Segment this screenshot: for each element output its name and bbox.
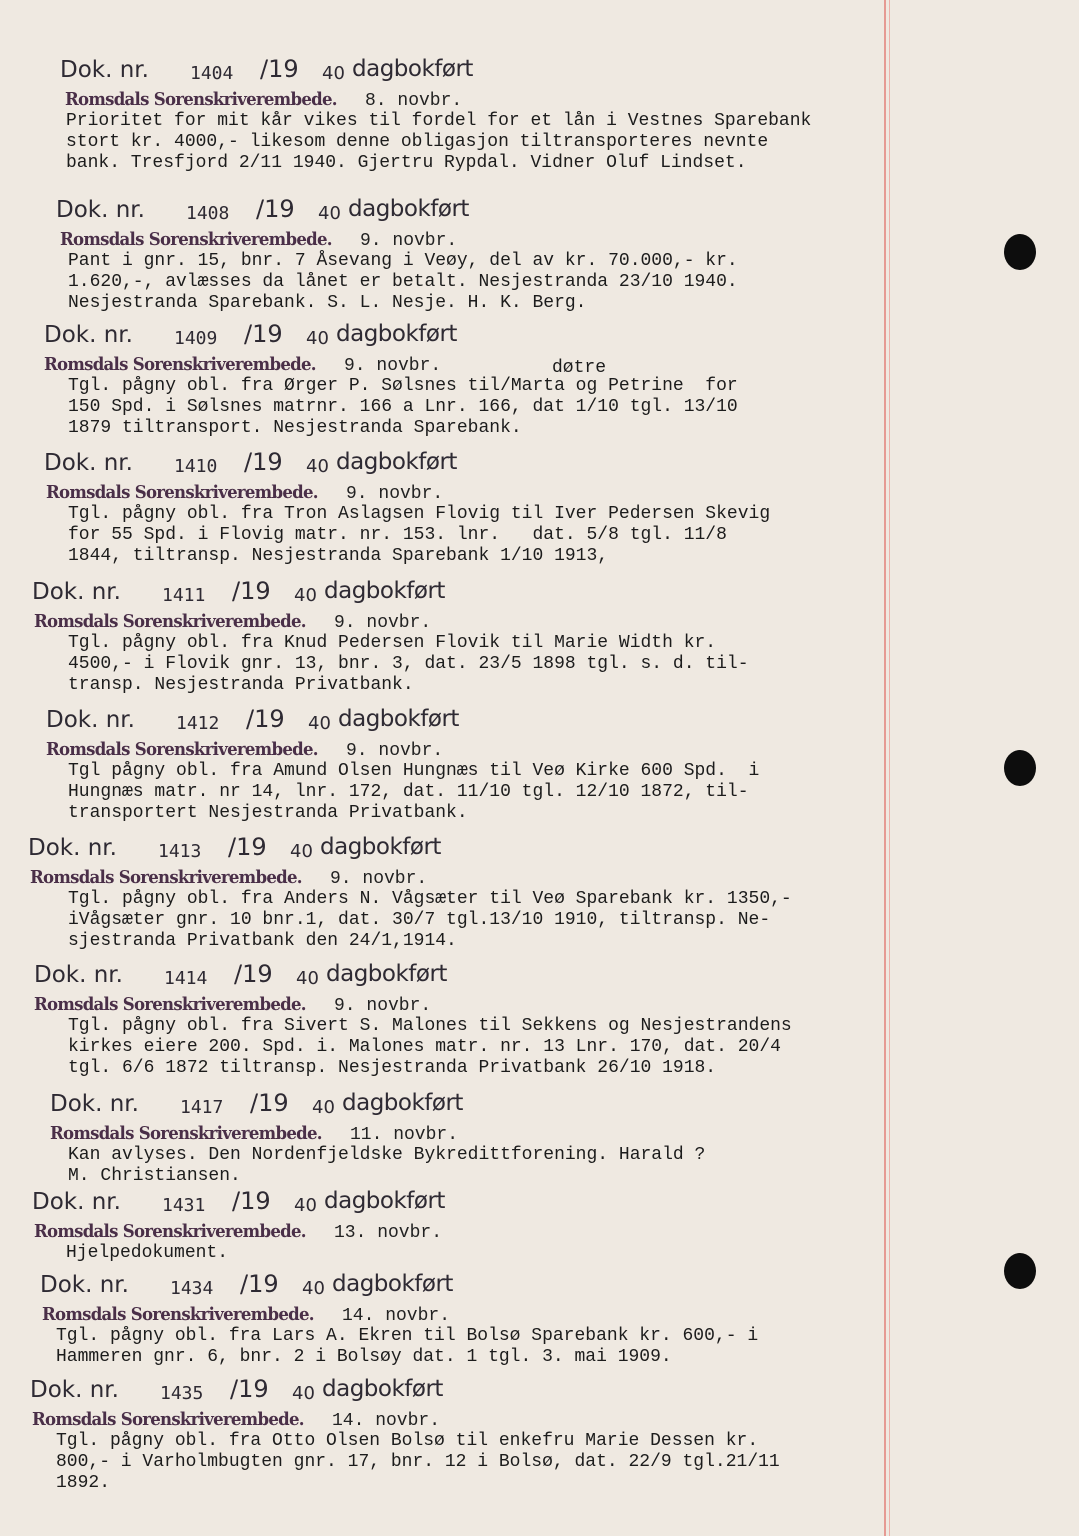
- dok-stamp: [0, 195, 1079, 229]
- entry-text-line: tgl. 6/6 1872 tiltransp. Nesjestranda Privatbank 26/10 1918.: [68, 1058, 717, 1078]
- dok-year-prefix: /19: [232, 577, 271, 605]
- office-stamp: Romsdals Sorenskriverembede.: [60, 229, 332, 250]
- ledger-entry: [0, 705, 1079, 824]
- office-stamp-line: [0, 1304, 1079, 1326]
- entry-date: 8. novbr.: [365, 91, 463, 111]
- dok-year-suffix: 40: [306, 456, 329, 477]
- dagbokfort-stamp: dagbokført: [336, 449, 457, 475]
- dok-number: 1409: [174, 328, 218, 349]
- entry-text-line: Tgl. pågny obl. fra Anders N. Vågsæter til Veø Sparebank kr. 1350,-: [68, 889, 792, 909]
- entry-date: 11. novbr.: [350, 1125, 459, 1145]
- entry-text-line: Prioritet for mit kår vikes til fordel for et lån i Vestnes Sparebank: [66, 111, 812, 131]
- dok-number: 1431: [162, 1195, 206, 1216]
- ledger-entry: [0, 1270, 1079, 1368]
- entry-date: 9. novbr.: [346, 741, 444, 761]
- dok-stamp: [0, 705, 1079, 739]
- entry-text-line: 4500,- i Flovik gnr. 13, bnr. 3, dat. 23/5 1898 tgl. s. d. til-: [68, 654, 749, 674]
- entry-text-line: Nesjestranda Sparebank. S. L. Nesje. H. K. Berg.: [68, 293, 587, 313]
- ledger-entry: [0, 195, 1079, 314]
- entry-text-line: bank. Tresfjord 2/11 1940. Gjertru Rypdal. Vidner Oluf Lindset.: [66, 153, 747, 173]
- entry-text-line: kirkes eiere 200. Spd. i. Malones matr. nr. 13 Lnr. 170, dat. 20/4: [68, 1037, 781, 1057]
- dok-stamp: [0, 1270, 1079, 1304]
- office-stamp: Romsdals Sorenskriverembede.: [46, 739, 318, 760]
- dok-label: Dok. nr.: [44, 322, 133, 348]
- dok-year-suffix: 40: [294, 585, 317, 606]
- office-stamp-line: [0, 867, 1079, 889]
- entry-text-line: Hungnæs matr. nr 14, lnr. 172, dat. 11/10 tgl. 12/10 1872, til-: [68, 782, 749, 802]
- office-stamp-line: [0, 611, 1079, 633]
- office-stamp: Romsdals Sorenskriverembede.: [65, 89, 337, 110]
- entry-text-line: Hjelpedokument.: [66, 1243, 229, 1263]
- dok-year-prefix: /19: [246, 705, 285, 733]
- entry-text-line: Tgl. pågny obl. fra Otto Olsen Bolsø til enkefru Marie Dessen kr.: [56, 1431, 759, 1451]
- dagbokfort-stamp: dagbokført: [322, 1376, 443, 1402]
- dagbokfort-stamp: dagbokført: [342, 1090, 463, 1116]
- ledger-entry: [0, 1375, 1079, 1494]
- ledger-entry: [0, 577, 1079, 696]
- dok-stamp: [0, 320, 1079, 354]
- entry-text-line: transportert Nesjestranda Privatbank.: [68, 803, 468, 823]
- dok-stamp: [0, 55, 1079, 89]
- dok-stamp: [0, 1089, 1079, 1123]
- office-stamp: Romsdals Sorenskriverembede.: [50, 1123, 322, 1144]
- office-stamp: Romsdals Sorenskriverembede.: [32, 1409, 304, 1430]
- dok-label: Dok. nr.: [40, 1272, 129, 1298]
- office-stamp: Romsdals Sorenskriverembede.: [30, 867, 302, 888]
- entry-text-line: Tgl pågny obl. fra Amund Olsen Hungnæs til Veø Kirke 600 Spd. i: [68, 761, 760, 781]
- dagbokfort-stamp: dagbokført: [348, 196, 469, 222]
- dok-year-prefix: /19: [240, 1270, 279, 1298]
- dok-year-prefix: /19: [228, 833, 267, 861]
- entry-text-line: 1844, tiltransp. Nesjestranda Sparebank 1/10 1913,: [68, 546, 609, 566]
- ledger-entry: [0, 1187, 1079, 1264]
- dagbokfort-stamp: dagbokført: [320, 834, 441, 860]
- office-stamp-line: [0, 1123, 1079, 1145]
- dok-label: Dok. nr.: [32, 1189, 121, 1215]
- entry-text-line: Kan avlyses. Den Nordenfjeldske Bykredittforening. Harald ?: [68, 1145, 706, 1165]
- entry-text-line: Tgl. pågny obl. fra Knud Pedersen Flovik til Marie Width kr.: [68, 633, 717, 653]
- dok-label: Dok. nr.: [50, 1091, 139, 1117]
- office-stamp-line: [0, 89, 1079, 111]
- dok-year-suffix: 40: [296, 968, 319, 989]
- dok-number: 1411: [162, 585, 206, 606]
- dok-label: Dok. nr.: [56, 197, 145, 223]
- dok-year-prefix: /19: [234, 960, 273, 988]
- dok-stamp: [0, 833, 1079, 867]
- entry-date: 9. novbr.: [334, 996, 432, 1016]
- dok-year-suffix: 40: [308, 713, 331, 734]
- dok-stamp: [0, 960, 1079, 994]
- dok-label: Dok. nr.: [32, 579, 121, 605]
- office-stamp: Romsdals Sorenskriverembede.: [42, 1304, 314, 1325]
- entry-text-line: Hammeren gnr. 6, bnr. 2 i Bolsøy dat. 1 tgl. 3. mai 1909.: [56, 1347, 672, 1367]
- dagbokfort-stamp: dagbokført: [332, 1271, 453, 1297]
- office-stamp-line: [0, 994, 1079, 1016]
- entry-date: 14. novbr.: [342, 1306, 451, 1326]
- entry-date: 9. novbr.: [334, 613, 432, 633]
- office-stamp-line: [0, 229, 1079, 251]
- dok-stamp: [0, 1187, 1079, 1221]
- entry-text-line: 1879 tiltransport. Nesjestranda Sparebank.: [68, 418, 522, 438]
- ledger-entry: [0, 833, 1079, 952]
- office-stamp-line: [0, 1221, 1079, 1243]
- entry-text-line: Tgl. pågny obl. fra Ørger P. Sølsnes til/Marta og Petrine for: [68, 376, 738, 396]
- dok-number: 1413: [158, 841, 202, 862]
- entry-date: 14. novbr.: [332, 1411, 441, 1431]
- ledger-entry: [0, 320, 1079, 439]
- dok-year-suffix: 40: [294, 1195, 317, 1216]
- dagbokfort-stamp: dagbokført: [352, 56, 473, 82]
- dagbokfort-stamp: dagbokført: [338, 706, 459, 732]
- dok-year-suffix: 40: [322, 63, 345, 84]
- dok-year-prefix: /19: [256, 195, 295, 223]
- entry-text-line: for 55 Spd. i Flovig matr. nr. 153. lnr. dat. 5/8 tgl. 11/8: [68, 525, 727, 545]
- dok-label: Dok. nr.: [60, 57, 149, 83]
- office-stamp-line: [0, 482, 1079, 504]
- entry-text-line: Pant i gnr. 15, bnr. 7 Åsevang i Veøy, del av kr. 70.000,- kr.: [68, 251, 738, 271]
- office-stamp: Romsdals Sorenskriverembede.: [34, 994, 306, 1015]
- dok-year-suffix: 40: [290, 841, 313, 862]
- dok-label: Dok. nr.: [28, 835, 117, 861]
- dok-year-prefix: /19: [244, 448, 283, 476]
- entry-text-line: stort kr. 4000,- likesom denne obligasjon tiltransporteres nevnte: [66, 132, 769, 152]
- ledger-entry: [0, 448, 1079, 567]
- office-stamp-line: [0, 739, 1079, 761]
- dok-label: Dok. nr.: [46, 707, 135, 733]
- dok-number: 1404: [190, 63, 234, 84]
- dok-year-prefix: /19: [250, 1089, 289, 1117]
- office-stamp-line: [0, 1409, 1079, 1431]
- entry-date: 9. novbr.: [344, 356, 442, 376]
- entry-text-line: Tgl. pågny obl. fra Sivert S. Malones til Sekkens og Nesjestrandens: [68, 1016, 792, 1036]
- dagbokfort-stamp: dagbokført: [326, 961, 447, 987]
- entry-text-line: 150 Spd. i Sølsnes matrnr. 166 a Lnr. 166, dat 1/10 tgl. 13/10: [68, 397, 738, 417]
- dok-year-suffix: 40: [306, 328, 329, 349]
- ledger-entry: [0, 960, 1079, 1079]
- entry-text-line: 1.620,-, avlæsses da lånet er betalt. Nesjestranda 23/10 1940.: [68, 272, 738, 292]
- entry-date: 9. novbr.: [330, 869, 428, 889]
- office-stamp-line: [0, 354, 1079, 376]
- dok-year-prefix: /19: [230, 1375, 269, 1403]
- entry-text-line: transp. Nesjestranda Privatbank.: [68, 675, 414, 695]
- ledger-entry: [0, 1089, 1079, 1187]
- dok-label: Dok. nr.: [34, 962, 123, 988]
- dok-year-suffix: 40: [318, 203, 341, 224]
- dok-year-prefix: /19: [244, 320, 283, 348]
- dagbokfort-stamp: dagbokført: [324, 578, 445, 604]
- entry-date: 13. novbr.: [334, 1223, 443, 1243]
- dagbokfort-stamp: dagbokført: [336, 321, 457, 347]
- office-stamp: Romsdals Sorenskriverembede.: [44, 354, 316, 375]
- dok-year-suffix: 40: [312, 1097, 335, 1118]
- dok-year-suffix: 40: [302, 1278, 325, 1299]
- dok-year-prefix: /19: [232, 1187, 271, 1215]
- entry-date: 9. novbr.: [360, 231, 458, 251]
- office-stamp: Romsdals Sorenskriverembede.: [34, 611, 306, 632]
- dok-label: Dok. nr.: [44, 450, 133, 476]
- office-stamp: Romsdals Sorenskriverembede.: [34, 1221, 306, 1242]
- dok-number: 1410: [174, 456, 218, 477]
- office-stamp: Romsdals Sorenskriverembede.: [46, 482, 318, 503]
- entry-text-line: 800,- i Varholmbugten gnr. 17, bnr. 12 i Bolsø, dat. 22/9 tgl.21/11: [56, 1452, 780, 1472]
- dok-number: 1412: [176, 713, 220, 734]
- dok-number: 1434: [170, 1278, 214, 1299]
- entry-text-line: sjestranda Privatbank den 24/1,1914.: [68, 931, 457, 951]
- dok-stamp: [0, 448, 1079, 482]
- entry-text-line: 1892.: [56, 1473, 111, 1493]
- dok-number: 1414: [164, 968, 208, 989]
- entry-text-line: Tgl. pågny obl. fra Lars A. Ekren til Bolsø Sparebank kr. 600,- i: [56, 1326, 759, 1346]
- dok-number: 1417: [180, 1097, 224, 1118]
- entry-text-line: iVågsæter gnr. 10 bnr.1, dat. 30/7 tgl.13/10 1910, tiltransp. Ne-: [68, 910, 771, 930]
- dok-stamp: [0, 1375, 1079, 1409]
- entry-date: 9. novbr.: [346, 484, 444, 504]
- dok-stamp: [0, 577, 1079, 611]
- dok-label: Dok. nr.: [30, 1377, 119, 1403]
- ledger-entry: [0, 55, 1079, 174]
- dok-year-suffix: 40: [292, 1383, 315, 1404]
- entry-text-line: Tgl. pågny obl. fra Tron Aslagsen Flovig til Iver Pedersen Skevig: [68, 504, 771, 524]
- dok-year-prefix: /19: [260, 55, 299, 83]
- dok-number: 1435: [160, 1383, 204, 1404]
- entry-text-line: M. Christiansen.: [68, 1166, 241, 1186]
- dagbokfort-stamp: dagbokført: [324, 1188, 445, 1214]
- dok-number: 1408: [186, 203, 230, 224]
- handwritten-insert: døtre: [552, 358, 607, 378]
